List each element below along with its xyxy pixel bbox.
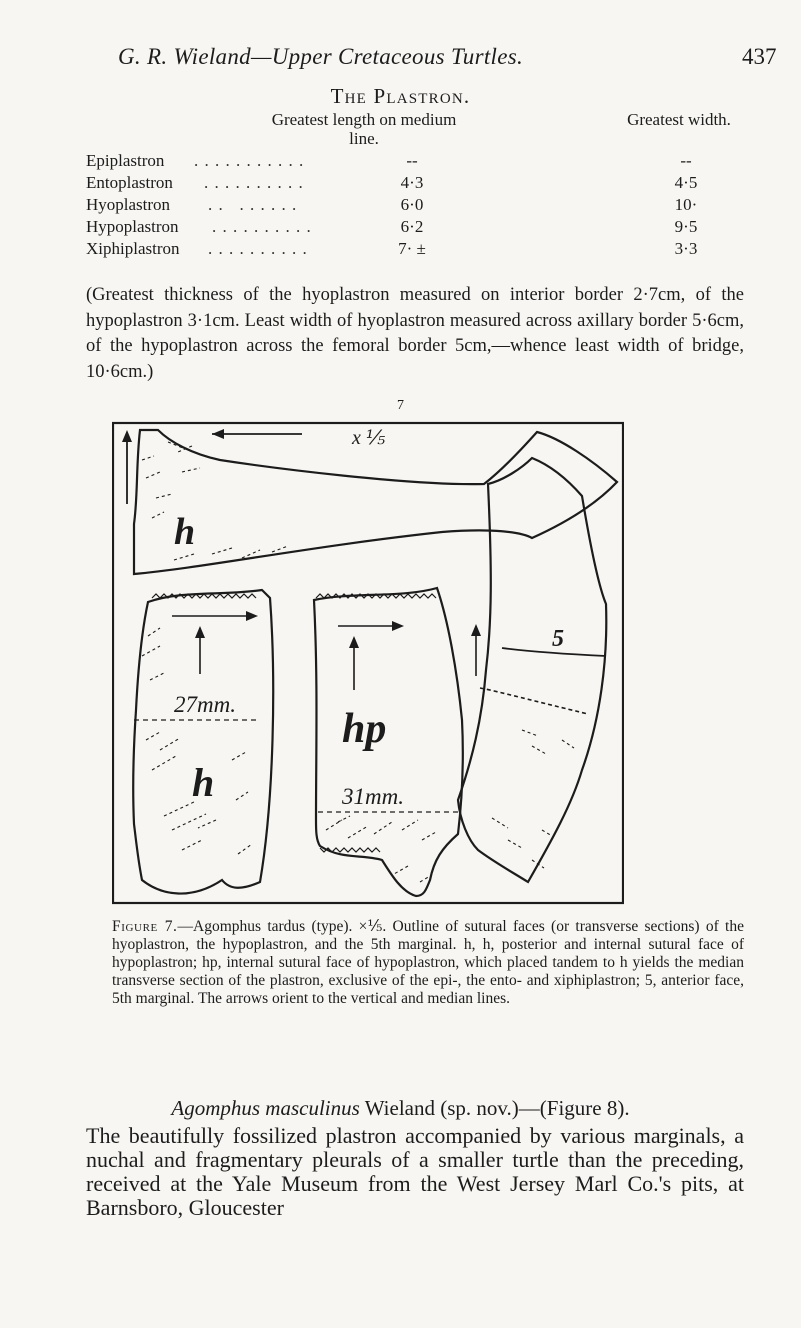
table-row	[86, 239, 706, 261]
body-paragraph: The beautifully fossilized plastron accompanied by various marginals, a nuchal and fragmentary pleurals of a smaller turtle than the preceding, received at the Yale Museum from the West Jersey Marl Co.'s pits, at Barnsboro, Gloucester	[86, 1123, 744, 1220]
label-5: 5	[552, 626, 564, 652]
table-row	[86, 217, 706, 239]
hyoplastron-section-h	[134, 430, 617, 574]
page-number: 437	[742, 44, 777, 69]
column-header-length: Greatest length on medium line.	[271, 110, 457, 148]
row-name: Epiplastron	[86, 151, 165, 170]
row-length: --	[406, 151, 418, 170]
leader-dots: . . . . . . . . . .	[212, 217, 312, 236]
scale-label: x ⅕	[352, 427, 386, 449]
table-title: The Plastron.	[330, 84, 471, 108]
row-width: 10·	[674, 195, 698, 214]
label-31mm: 31mm.	[342, 784, 404, 809]
row-length: 4·3	[400, 173, 424, 192]
row-width: 9·5	[674, 217, 698, 236]
row-length: 6·0	[400, 195, 424, 214]
hatching	[142, 628, 252, 854]
row-name: Entoplastron	[86, 173, 173, 192]
label-h-lower: h	[192, 760, 215, 805]
label-27mm: 27mm.	[174, 692, 236, 717]
thickness-paragraph: (Greatest thickness of the hyoplastron measured on interior border 2·7cm, of the hypoplastron 3·1cm. Least width of hyoplastron measured across axillary border 5·6cm, of the hypoplastron across the femoral border 5cm,—whence least width of bridge, 10·6cm.)	[86, 285, 744, 382]
caption-lead: Figure 7.	[112, 918, 178, 935]
hatching	[492, 730, 574, 868]
row-width: --	[680, 151, 692, 170]
figure-caption	[112, 918, 744, 1008]
leader-dots: . . . . . . . . . . .	[194, 151, 305, 170]
row-name: Hyoplastron	[86, 195, 171, 214]
row-width: 4·5	[674, 173, 698, 192]
figure-number: 7	[397, 398, 404, 413]
table-row	[86, 151, 706, 173]
species-name: Agomphus masculinus	[171, 1096, 360, 1120]
species-authority: Wieland (sp. nov.)—(Figure 8).	[364, 1096, 630, 1120]
row-name: Xiphiplastron	[86, 239, 180, 258]
table-row	[86, 195, 706, 217]
row-length: 6·2	[400, 217, 424, 236]
label-hp: hp	[342, 706, 387, 752]
figure-7	[112, 420, 624, 906]
leader-dots: . . . . . . . . . .	[204, 173, 304, 192]
table-row	[86, 173, 706, 195]
row-width: 3·3	[674, 239, 698, 258]
figure-frame	[113, 423, 623, 903]
label-h-upper: h	[174, 511, 196, 553]
leader-dots: . . . . . . . .	[208, 195, 298, 214]
row-name: Hypoplastron	[86, 217, 179, 236]
leader-dots: . . . . . . . . . .	[208, 239, 308, 258]
column-header-width: Greatest width.	[627, 110, 731, 129]
marginal-section-5	[458, 458, 606, 882]
row-length: 7· ±	[398, 239, 426, 258]
running-title: G. R. Wieland—Upper Cretaceous Turtles.	[118, 44, 524, 69]
caption-text: —Agomphus tardus (type). ×⅕. Outline of sutural faces (or transverse sections) of the hyoplastron, the hypoplastron, and the 5th marginal. h, h, posterior and internal sutural face of hypoplastron; hp, internal sutural face of hypoplastron, which placed tandem to h yields the median transverse section of the plastron, exclusive of the epi-, the ento- and xiphiplastron; 5, anterior face, 5th marginal. The arrows orient to the vertical and median lines.	[112, 918, 744, 1007]
hypoplastron-section-hp	[314, 588, 463, 896]
species-heading	[0, 1096, 801, 1121]
